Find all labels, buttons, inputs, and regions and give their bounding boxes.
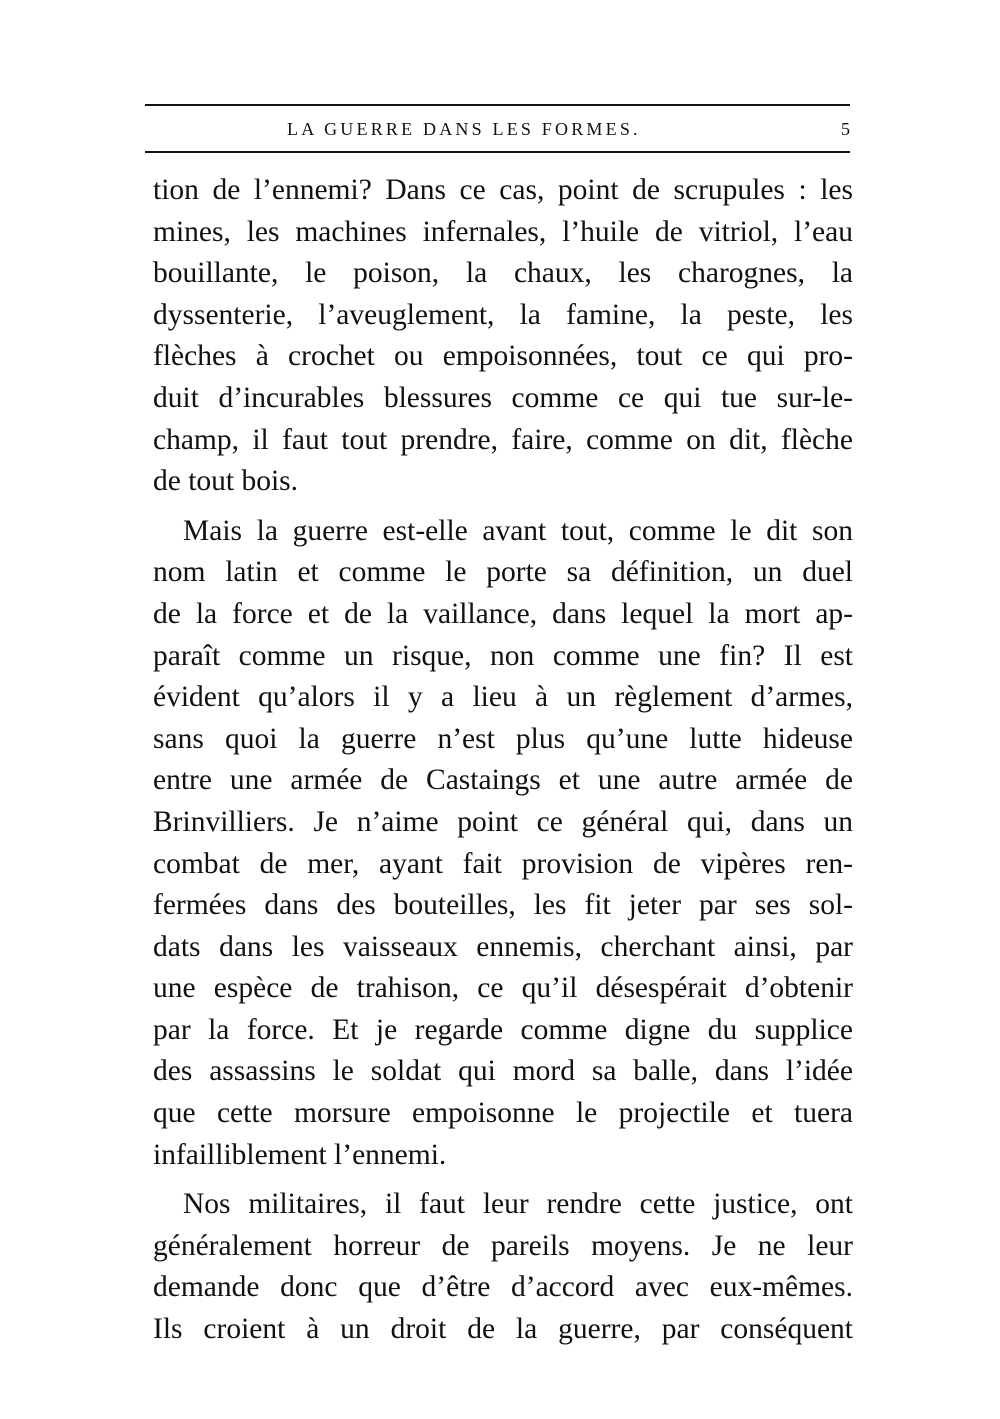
text-line: champ, il faut tout prendre, faire, comme on dit, flèche	[153, 423, 853, 456]
text-line: sans quoi la guerre n’est plus qu’une lutte hideuse	[153, 722, 853, 755]
text-line: nom latin et comme le porte sa définition, un duel	[153, 556, 853, 589]
text-line: combat de mer, ayant fait provision de vipères ren-	[153, 847, 853, 880]
text-line: entre une armée de Castaings et une autre armée de	[153, 764, 853, 797]
page-number: 5	[841, 119, 850, 139]
text-line: dyssenterie, l’aveuglement, la famine, la peste, les	[153, 298, 853, 331]
text-line: mines, les machines infernales, l’huile de vitriol, l’eau	[153, 215, 853, 248]
text-line: Brinvilliers. Je n’aime point ce général qui, dans un	[153, 805, 853, 838]
text-line: évident qu’alors il y a lieu à un règlement d’armes,	[153, 681, 853, 714]
header-rule-top	[145, 104, 850, 106]
text-line: flèches à crochet ou empoisonnées, tout ce qui pro-	[153, 340, 853, 373]
body-text	[153, 170, 853, 1351]
text-line: bouillante, le poison, la chaux, les charognes, la	[153, 257, 853, 290]
text-line: Ils croient à un droit de la guerre, par conséquent	[153, 1313, 853, 1346]
text-line: dats dans les vaisseaux ennemis, cherchant ainsi, par	[153, 930, 853, 963]
text-line: paraît comme un risque, non comme une fin? Il est	[153, 639, 853, 672]
text-line: par la force. Et je regarde comme digne du supplice	[153, 1013, 853, 1046]
running-title: LA GUERRE DANS LES FORMES.	[287, 119, 641, 139]
text-line: Nos militaires, il faut leur rendre cette justice, ont	[183, 1188, 853, 1221]
running-head	[145, 112, 850, 146]
text-line: de tout bois.	[153, 465, 299, 498]
text-line: que cette morsure empoisonne le projectile et tuera	[153, 1097, 853, 1130]
text-line: Mais la guerre est-elle avant tout, comme le dit son	[183, 514, 853, 547]
text-line: de la force et de la vaillance, dans lequel la mort ap-	[153, 597, 853, 630]
text-line: une espèce de trahison, ce qu’il désespérait d’obtenir	[153, 972, 853, 1005]
text-line: infailliblement l’ennemi.	[153, 1138, 447, 1171]
header-rule-bottom	[145, 151, 850, 153]
text-line: fermées dans des bouteilles, les fit jeter par ses sol-	[153, 889, 853, 922]
text-line: des assassins le soldat qui mord sa balle, dans l’idée	[153, 1055, 853, 1088]
text-line: tion de l’ennemi? Dans ce cas, point de scrupules : les	[153, 174, 853, 206]
text-line: généralement horreur de pareils moyens. Je ne leur	[153, 1229, 853, 1262]
text-line: demande donc que d’être d’accord avec eux-mêmes.	[153, 1271, 853, 1304]
text-line: duit d’incurables blessures comme ce qui tue sur-le-	[153, 381, 853, 414]
